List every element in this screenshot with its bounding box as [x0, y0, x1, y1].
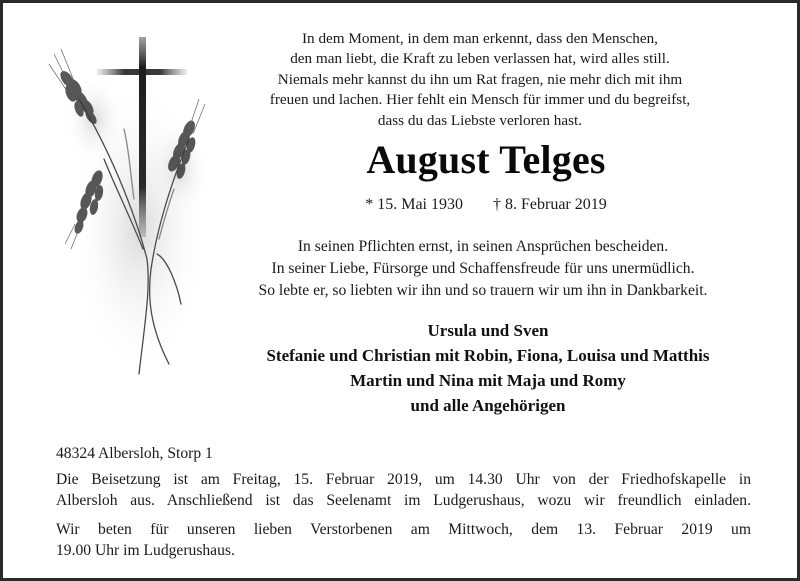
mourner-line: und alle Angehörigen	[410, 396, 566, 415]
tribute	[203, 236, 763, 302]
funeral-notice-line: Die Beisetzung ist am Freitag, 15. Februar 2019, um 14.30 Uhr von der Friedhofskapelle in	[56, 471, 751, 488]
funeral-notice-line: Albersloh aus. Anschließend ist das Seelenamt im Ludgerushaus, wozu wir freundlich einladen.	[56, 492, 751, 509]
address: 48324 Albersloh, Storp 1	[56, 445, 213, 462]
mourner-line: Martin und Nina mit Maja und Romy	[350, 371, 626, 390]
tribute-line: In seiner Liebe, Fürsorge und Schaffensfreude für uns unermüdlich.	[271, 260, 695, 277]
poem-line: In dem Moment, in dem man erkennt, dass den Menschen,	[302, 30, 658, 47]
poem-line: freuen und lachen. Hier fehlt ein Mensch für immer und du begreifst,	[269, 91, 691, 109]
prayer-notice-line: 19.00 Uhr im Ludgerushaus.	[56, 542, 235, 559]
poem-line: dass du das Liebste verloren hast.	[377, 111, 583, 129]
prayer-notice-line: Wir beten für unseren lieben Verstorbenen am Mittwoch, dem 13. Februar 2019 um	[56, 521, 751, 538]
poem-line: den man liebt, die Kraft zu leben verlassen hat, wird alles still.	[290, 50, 670, 68]
poem	[225, 29, 735, 131]
prayer-notice	[56, 519, 751, 561]
birth-date: * 15. Mai 1930	[365, 196, 463, 213]
mourner-line: Ursula und Sven	[427, 321, 549, 340]
cross-with-wheat-icon	[39, 29, 219, 399]
death-date: † 8. Februar 2019	[493, 196, 607, 213]
life-dates	[225, 194, 747, 216]
poem-line: Niemals mehr kannst du ihn um Rat fragen, nie mehr dich mit ihm	[277, 70, 683, 88]
mourners	[203, 318, 773, 418]
tribute-line: In seinen Pflichten ernst, in seinen Ansprüchen bescheiden.	[297, 238, 669, 255]
deceased-name: August Telges	[366, 137, 606, 182]
funeral-notice	[56, 469, 751, 511]
tribute-line: So lebte er, so liebten wir ihn und so trauern wir um ihn in Dankbarkeit.	[258, 282, 708, 299]
mourner-line: Stefanie und Christian mit Robin, Fiona, Louisa und Matthis	[266, 346, 710, 365]
